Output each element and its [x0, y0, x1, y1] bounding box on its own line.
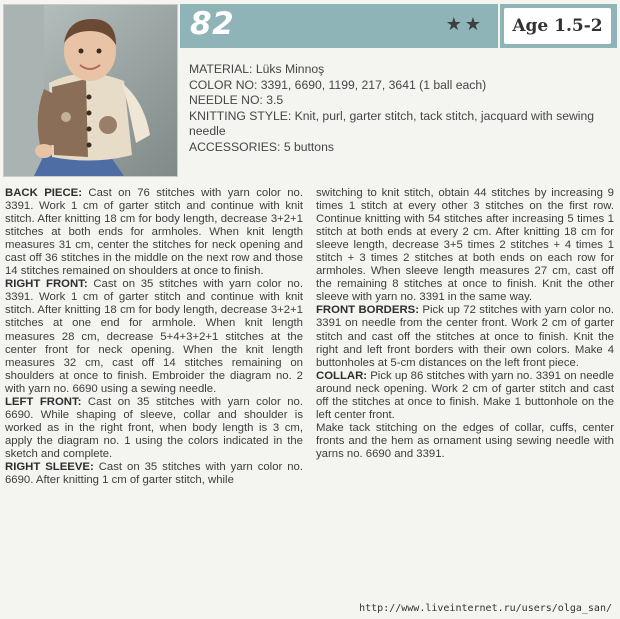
child-in-cardigan-illustration	[4, 5, 177, 176]
age-bar	[500, 4, 617, 48]
specifications	[189, 62, 614, 156]
difficulty-stars-icon: ★★	[445, 14, 484, 34]
spec-accessories: ACCESSORIES: 5 buttons	[189, 139, 334, 154]
section-title: COLLAR:	[316, 369, 368, 382]
instructions-right-column	[316, 187, 614, 461]
section-text: Pick up 86 stitches with yarn no. 3391 on needle around neck opening. Work 2 cm of garter stitch and cast off the stitches at once to finish. Make 1 buttonhole on the left center front.	[316, 369, 614, 421]
section-title: RIGHT SLEEVE:	[5, 460, 94, 473]
section-left-front	[5, 396, 303, 461]
section-text-part1: Cast on 35 stitches with yarn color no. 6690. After knitting 1 cm of garter stitch, while	[5, 460, 303, 487]
spec-color-no: COLOR NO: 3391, 6690, 1199, 217, 3641 (1 ball each)	[189, 77, 487, 92]
section-front-borders	[316, 304, 614, 369]
instructions-left-column	[5, 187, 303, 487]
spec-knitting-style: KNITTING STYLE: Knit, purl, garter stitch, tack stitch, jacquard with sewing needle	[189, 108, 595, 139]
section-title: LEFT FRONT:	[5, 395, 82, 408]
section-title: FRONT BORDERS:	[316, 304, 419, 317]
child-photo	[3, 4, 178, 177]
section-text: Cast on 35 stitches with yarn color no. 3391. Work 1 cm of garter stitch and continue with knit stitch. After knitting 18 cm for body length, decrease 3+2+1 stitches at one end for armhole. When knit length measures 28 cm, decrease 5+4+3+2+1 stitches at the center front for neck opening. When the knit length measures 32 cm, cast off 14 stitches remaining on shoulders at once to finish. Embroider the diagram no. 2 with yarn no. 6690 using a sewing needle.	[5, 278, 304, 395]
section-text: Cast on 35 stitches with yarn color no. 6690. While shaping of sleeve, collar and shoulder is worked as in the right front, when body length is 3 cm, apply the diagram no. 1 using the colors indicated in the sketch and complete.	[5, 395, 304, 460]
age-badge: Age 1.5-2	[504, 8, 611, 44]
section-right-front	[5, 278, 303, 395]
header-bar	[180, 4, 498, 48]
source-url-link[interactable]: http://www.liveinternet.ru/users/olga_san/	[359, 603, 612, 614]
pattern-number: 82	[190, 6, 235, 42]
section-text: Cast on 76 stitches with yarn color no. 3391. Work 1 cm of garter stitch and continue with knit stitch. After knitting 18 cm for body length, decrease 3+2+1 stitches at both ends for armholes. When knit length measures 31 cm, center the stitches for neck opening and cast off 36 stitches in the middle on the next row and those 14 stitches remained on shoulders at once to finish.	[5, 187, 303, 278]
section-back-piece	[5, 187, 303, 278]
spec-material: MATERIAL: Lüks Minnoş	[189, 62, 325, 76]
section-closing: Make tack stitching on the edges of collar, cuffs, center fronts and the hem as ornament using sewing needle with yarns no. 6690 and 3391.	[316, 421, 614, 460]
section-title: BACK PIECE:	[5, 187, 83, 199]
section-collar	[316, 370, 614, 422]
spec-needle-no: NEEDLE NO: 3.5	[189, 93, 284, 108]
section-right-sleeve-start	[5, 461, 303, 487]
section-title: RIGHT FRONT:	[5, 278, 88, 291]
section-text-part2: switching to knit stitch, obtain 44 stitches by increasing 9 times 1 stitch at every other 3 stitches on the first row. Continue knitting with 54 stitches after increasing 5 times 1 stitch at both ends at every 2 cm. After knitting 18 cm for sleeve length, decrease 3+5 times 2 stitches + 4 times 1 stitch + 3 times 2 stitches at both ends on each row for armholes. When sleeve length measures 27 cm, cast off the remaining 8 stitches at once to finish. Knit the other sleeve with yarn no. 3391 in the same way.	[316, 187, 614, 304]
section-text: Pick up 72 stitches with yarn color no. 3391 on needle from the center front. Work 2 cm of garter stitch and cast off the stitches at once to finish. Knit the right and left front borders with their own colors. Make 4 buttonholes at 5-cm distances on the left front piece.	[316, 304, 614, 369]
section-right-sleeve-continued	[316, 187, 614, 304]
